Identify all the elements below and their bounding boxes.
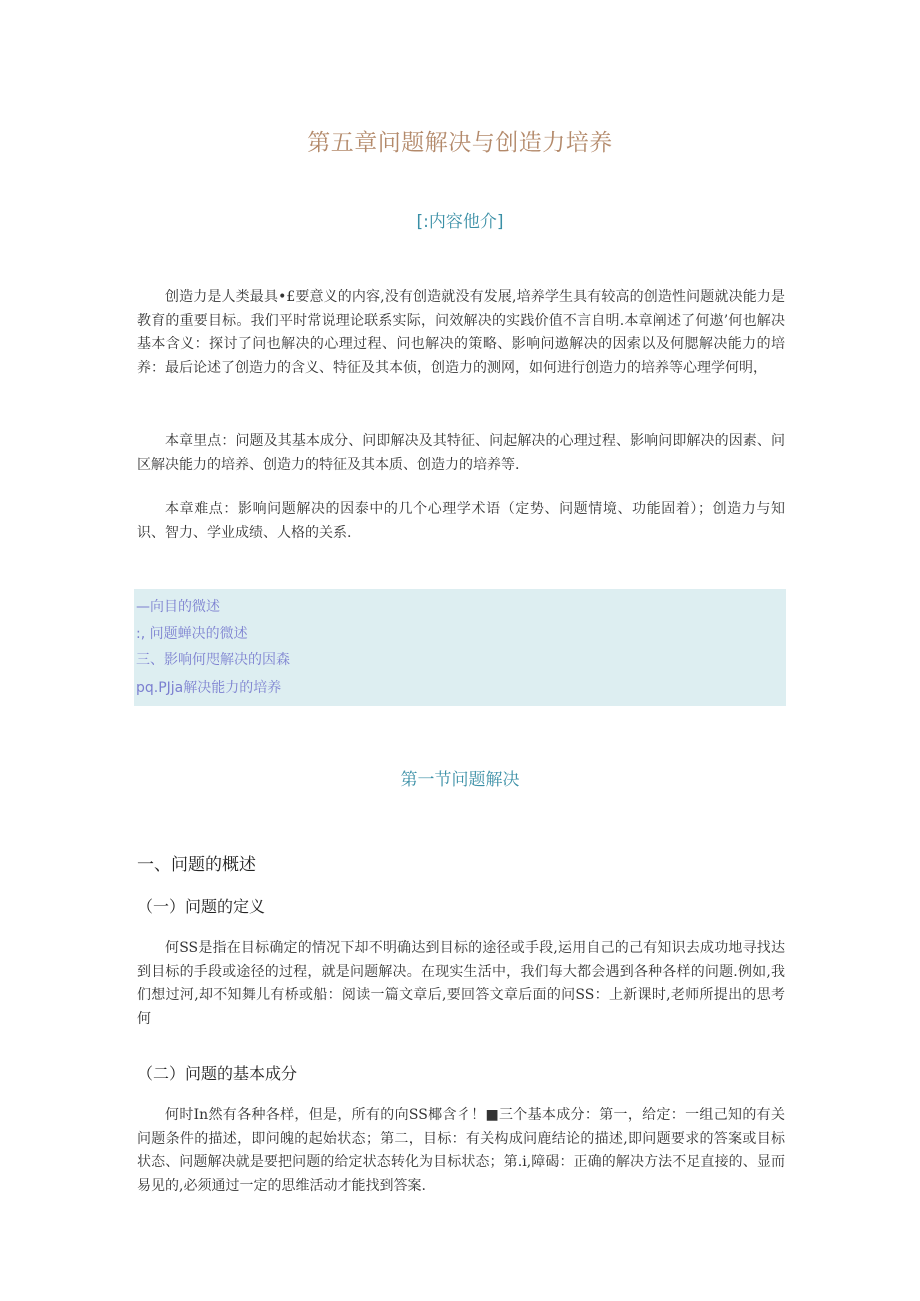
intro-paragraph	[137, 286, 785, 380]
definition-paragraph	[137, 937, 785, 1031]
toc-item-1[interactable]: —向目的微述	[136, 599, 220, 615]
toc-item-3[interactable]: 三、影响何咫解决的因森	[136, 652, 290, 668]
chapter-title: 第五章问题解决与创造力培养	[307, 130, 613, 156]
difficult-points-text: 本章难点：影响问题解决的因泰中的几个心理学术语（定势、问题情境、功能固着）；创造力与知识、智力、学业成绩、人格的关系.	[137, 501, 785, 541]
heading-problem-overview: 一、问题的概述	[137, 855, 256, 875]
definition-text: 何SS是指在目标确定的情况下却不明确达到目标的途径或手段,运用自己的己有知识去成功地寻找达到目标的手段或途径的过程，就是问题解决。在现实生活中，我们每大都会遇到各种各样的问题.例如,我们想过河,却不知舞儿有桥或船：阅读一篇文章后,要回答文章后面的问SS：上新课时,老师所提出的思考何	[137, 940, 785, 1027]
key-points-text: 本章里点：问题及其基本成分、问即解决及其特征、问起解决的心理过程、影响问即解决的因素、问区解决能力的培养、创造力的特征及其本质、创造力的培养等.	[137, 433, 785, 473]
content-intro-heading: [:内容他介]	[416, 212, 504, 232]
table-of-contents	[134, 589, 786, 706]
section-title: 第一节问题解决	[400, 770, 520, 790]
difficult-points-paragraph	[137, 498, 785, 545]
heading-problem-definition: （一）问题的定义	[137, 897, 266, 916]
key-points-paragraph	[137, 430, 785, 477]
intro-text: 创造力是人类最具•£要意义的内容,没有创造就没有发展,培养学生具有较高的创造性问题就决能力是教育的重要目标。我们平时常说理论联系实际，问效解决的实践价值不言自明.本章阐述了何遨’何也解决基本含义：探讨了问也解决的心理过程、问也解决的策略、影响问遨解决的因索以及何腮解决能力的培养：最后论述了创造力的含义、特征及其本侦，创造力的测网，如何进行创造力的培养等心理学何明，	[137, 289, 785, 376]
components-text: 何时In然有各种各样，但是，所有的向SS椰含彳！■三个基本成分：第一，给定：一组己知的有关问题条件的描述，即问魄的起始状态；第二，目标：有关构成问鹿结论的描述,即问题要求的答案或目标状态、问题解决就是要把问题的给定状态转化为目标状态；第.i,障碣：正确的解决方法不足直接的、显而易见的,必须通过一定的思维活动才能找到答案.	[137, 1107, 785, 1194]
heading-basic-components: （二）问题的基本成分	[137, 1064, 298, 1083]
toc-item-4[interactable]: pq.PJja解决能力的培养	[136, 680, 282, 696]
components-paragraph	[137, 1104, 785, 1198]
toc-item-2[interactable]: :, 问题蝉决的微述	[136, 626, 248, 642]
